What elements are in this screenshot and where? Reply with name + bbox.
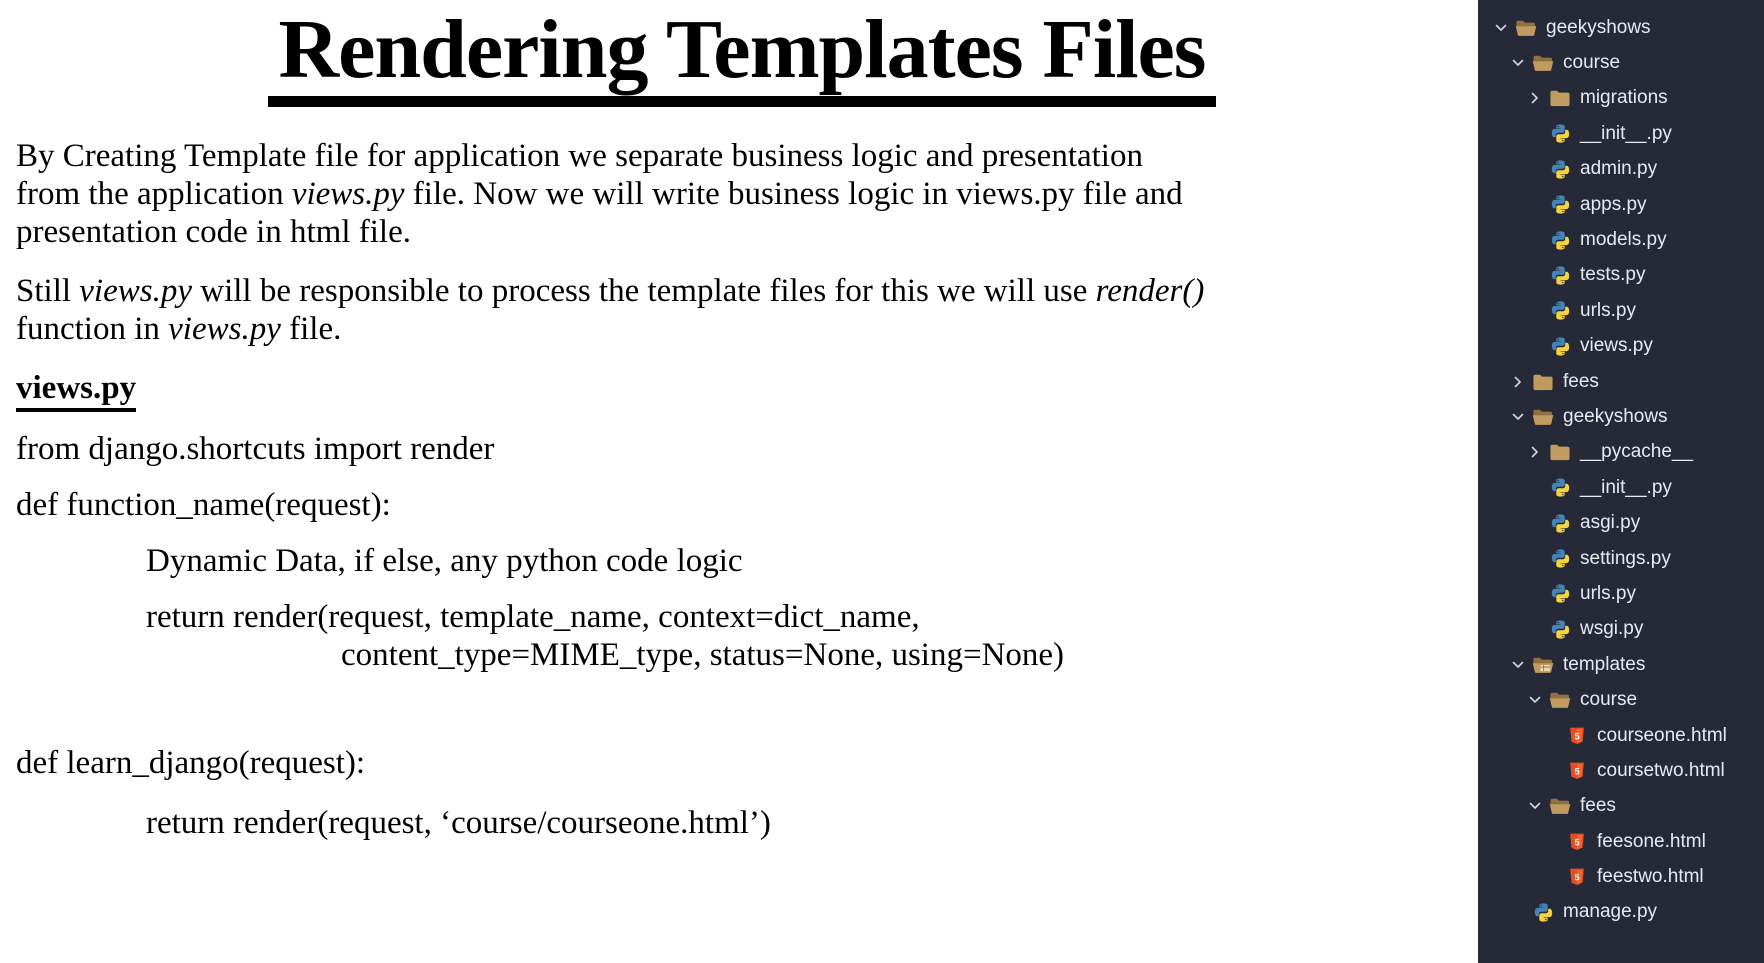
html5-icon xyxy=(1565,867,1589,888)
tree-item-label: migrations xyxy=(1580,87,1668,109)
code-line-3: Dynamic Data, if else, any python code logic xyxy=(146,543,743,580)
tree-item-label: asgi.py xyxy=(1580,512,1641,534)
tree-item-course[interactable] xyxy=(1478,45,1764,80)
chevron-down-icon[interactable] xyxy=(1490,20,1511,36)
tree-item-label: course xyxy=(1580,689,1638,711)
chevron-down-icon[interactable] xyxy=(1507,657,1528,673)
html5-icon xyxy=(1565,725,1589,746)
tree-item-label: fees xyxy=(1580,795,1616,817)
tree-item-label: templates xyxy=(1563,653,1646,675)
intro-paragraph-1 xyxy=(16,137,1468,251)
tree-item-label: __init__.py xyxy=(1580,476,1672,498)
python-icon xyxy=(1548,583,1572,604)
tree-item-init-py[interactable] xyxy=(1478,116,1764,151)
chevron-spacer xyxy=(1541,763,1562,779)
chevron-right-icon[interactable] xyxy=(1524,90,1545,106)
tree-item-label: feestwo.html xyxy=(1597,866,1704,888)
intro-paragraph-2 xyxy=(16,272,1468,348)
svg-text:5: 5 xyxy=(1574,730,1580,741)
tree-item-feesone-html[interactable] xyxy=(1478,824,1764,859)
tree-item-urls-py[interactable] xyxy=(1478,293,1764,328)
tree-item-label: __pycache__ xyxy=(1580,441,1694,463)
code-line-5: content_type=MIME_type, status=None, using=None) xyxy=(341,637,1065,674)
python-icon xyxy=(1548,513,1572,534)
tree-item-label: models.py xyxy=(1580,229,1667,251)
folder-open-icon xyxy=(1531,406,1555,427)
title-wrap xyxy=(16,4,1468,107)
chevron-spacer xyxy=(1524,551,1545,567)
python-icon xyxy=(1531,902,1555,923)
folder-icon xyxy=(1531,371,1555,392)
tree-item-label: geekyshows xyxy=(1546,16,1651,38)
tree-item-models-py[interactable] xyxy=(1478,222,1764,257)
folder-icon xyxy=(1548,442,1572,463)
page-title: Rendering Templates Files xyxy=(268,4,1215,107)
tree-item-pycache[interactable] xyxy=(1478,435,1764,470)
python-icon xyxy=(1548,265,1572,286)
tree-item-admin-py[interactable] xyxy=(1478,152,1764,187)
code-line-4: return render(request, template_name, context=dict_name, xyxy=(146,599,920,636)
code-line-7: return render(request, ‘course/courseone.html’) xyxy=(146,805,771,842)
text-line: By Creating Template file for application we separate business logic and presentation xyxy=(16,138,1143,175)
chevron-spacer xyxy=(1524,338,1545,354)
code-line-2: def function_name(request): xyxy=(16,487,391,524)
python-icon xyxy=(1548,300,1572,321)
python-icon xyxy=(1548,194,1572,215)
tree-item-feestwo-html[interactable] xyxy=(1478,859,1764,894)
tree-item-courseone-html[interactable] xyxy=(1478,718,1764,753)
tree-item-label: course xyxy=(1563,52,1621,74)
chevron-spacer xyxy=(1524,161,1545,177)
tree-item-init-py[interactable] xyxy=(1478,470,1764,505)
code-block xyxy=(16,430,1468,842)
chevron-down-icon[interactable] xyxy=(1524,692,1545,708)
chevron-spacer xyxy=(1524,480,1545,496)
svg-text:5: 5 xyxy=(1574,766,1580,777)
chevron-spacer xyxy=(1524,621,1545,637)
folder-open-icon xyxy=(1514,17,1538,38)
chevron-spacer xyxy=(1541,728,1562,744)
python-icon xyxy=(1548,548,1572,569)
svg-text:5: 5 xyxy=(1574,837,1580,848)
text-line: function in views.py file. xyxy=(16,311,342,348)
chevron-spacer xyxy=(1507,904,1528,920)
tree-item-label: __init__.py xyxy=(1580,122,1672,144)
html5-icon xyxy=(1565,831,1589,852)
tree-item-apps-py[interactable] xyxy=(1478,187,1764,222)
tree-item-course[interactable] xyxy=(1478,682,1764,717)
chevron-spacer xyxy=(1524,232,1545,248)
chevron-right-icon[interactable] xyxy=(1507,374,1528,390)
chevron-spacer xyxy=(1524,126,1545,142)
tree-item-label: manage.py xyxy=(1563,901,1658,923)
section-heading-wrap xyxy=(16,369,1468,412)
tree-item-label: urls.py xyxy=(1580,299,1636,321)
chevron-down-icon[interactable] xyxy=(1507,55,1528,71)
tree-item-label: urls.py xyxy=(1580,582,1636,604)
folder-open-icon xyxy=(1548,690,1572,711)
chevron-spacer xyxy=(1541,869,1562,885)
python-icon xyxy=(1548,123,1572,144)
tree-item-coursetwo-html[interactable] xyxy=(1478,753,1764,788)
chevron-spacer xyxy=(1541,834,1562,850)
html5-icon xyxy=(1565,760,1589,781)
tree-item-migrations[interactable] xyxy=(1478,81,1764,116)
tree-item-label: apps.py xyxy=(1580,193,1647,215)
folder-icon xyxy=(1548,88,1572,109)
svg-text:5: 5 xyxy=(1574,872,1580,883)
tree-item-label: admin.py xyxy=(1580,158,1658,180)
tree-item-label: coursetwo.html xyxy=(1597,759,1725,781)
code-line-1: from django.shortcuts import render xyxy=(16,431,495,468)
tree-item-label: courseone.html xyxy=(1597,724,1727,746)
tree-item-geekyshows[interactable] xyxy=(1478,399,1764,434)
chevron-spacer xyxy=(1524,197,1545,213)
python-icon xyxy=(1548,230,1572,251)
tree-item-tests-py[interactable] xyxy=(1478,258,1764,293)
folder-open-icon xyxy=(1531,53,1555,74)
chevron-spacer xyxy=(1524,586,1545,602)
text-line: from the application views.py file. Now we will write business logic in views.py file and xyxy=(16,176,1183,213)
tree-item-templates[interactable] xyxy=(1478,647,1764,682)
tree-item-geekyshows[interactable] xyxy=(1478,10,1764,45)
folder-open-icon xyxy=(1548,796,1572,817)
chevron-spacer xyxy=(1524,303,1545,319)
tree-item-label: views.py xyxy=(1580,335,1653,357)
chevron-spacer xyxy=(1524,267,1545,283)
tree-item-settings-py[interactable] xyxy=(1478,541,1764,576)
tree-item-asgi-py[interactable] xyxy=(1478,505,1764,540)
text-line: presentation code in html file. xyxy=(16,214,411,251)
section-heading-viewspy: views.py xyxy=(16,369,136,412)
chevron-down-icon[interactable] xyxy=(1524,798,1545,814)
chevron-right-icon[interactable] xyxy=(1524,444,1545,460)
tree-item-urls-py[interactable] xyxy=(1478,576,1764,611)
chevron-down-icon[interactable] xyxy=(1507,409,1528,425)
chevron-spacer xyxy=(1524,515,1545,531)
python-icon xyxy=(1548,336,1572,357)
python-icon xyxy=(1548,477,1572,498)
file-explorer xyxy=(1478,0,1764,963)
python-icon xyxy=(1548,159,1572,180)
templates-folder-icon xyxy=(1531,654,1555,675)
tree-item-views-py[interactable] xyxy=(1478,329,1764,364)
tree-item-label: geekyshows xyxy=(1563,405,1668,427)
tree-item-label: fees xyxy=(1563,370,1599,392)
tree-item-label: feesone.html xyxy=(1597,830,1706,852)
code-line-6: def learn_django(request): xyxy=(16,745,366,782)
python-icon xyxy=(1548,619,1572,640)
tree-item-label: wsgi.py xyxy=(1580,618,1644,640)
tree-item-fees[interactable] xyxy=(1478,364,1764,399)
tree-item-label: settings.py xyxy=(1580,547,1671,569)
text-line: Still views.py will be responsible to process the template files for this we will use render() xyxy=(16,273,1205,310)
tree-item-fees[interactable] xyxy=(1478,789,1764,824)
tree-item-manage-py[interactable] xyxy=(1478,895,1764,930)
tree-item-label: tests.py xyxy=(1580,264,1646,286)
tree-item-wsgi-py[interactable] xyxy=(1478,612,1764,647)
